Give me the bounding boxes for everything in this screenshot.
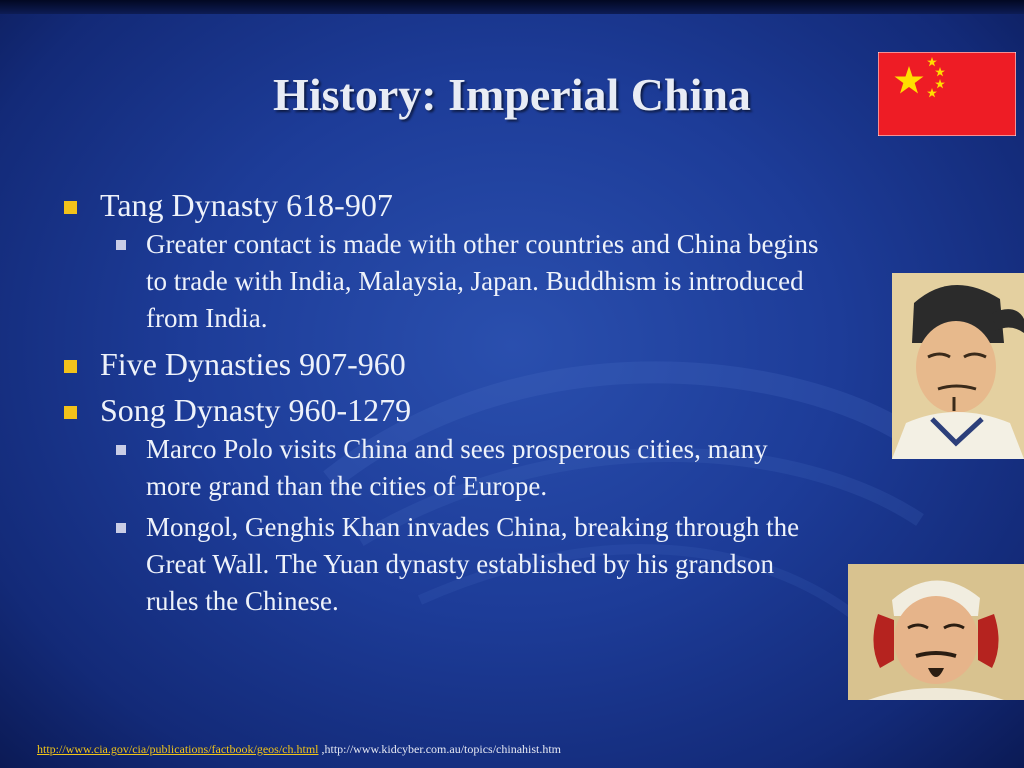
bullet-item (62, 391, 822, 620)
slide-footer (37, 742, 561, 757)
bullet-text: Five Dynasties 907-960 (100, 346, 406, 382)
bullet-text: Tang Dynasty 618-907 (100, 187, 393, 223)
sub-bullet-list (100, 226, 822, 337)
sub-bullet-item (100, 431, 822, 505)
sub-bullet-item (100, 509, 822, 620)
sub-bullet-list (100, 431, 822, 620)
sub-bullet-text: Mongol, Genghis Khan invades China, breaking through the Great Wall. The Yuan dynasty established by his grandson rules the Chinese. (146, 512, 800, 616)
bullet-list (62, 186, 822, 628)
square-sub-bullet-icon (116, 240, 126, 250)
tang-emperor-portrait (892, 273, 1024, 459)
china-flag-icon (878, 52, 1016, 136)
square-bullet-icon (64, 201, 77, 214)
square-sub-bullet-icon (116, 445, 126, 455)
square-bullet-icon (64, 360, 77, 373)
bullet-item (62, 345, 822, 383)
square-sub-bullet-icon (116, 523, 126, 533)
footer-link-cia[interactable]: http://www.cia.gov/cia/publications/factbook/geos/ch.html (37, 742, 319, 756)
square-bullet-icon (64, 406, 77, 419)
sub-bullet-item (100, 226, 822, 337)
bullet-item (62, 186, 822, 337)
slide-title: History: Imperial China (273, 69, 751, 120)
bullet-text: Song Dynasty 960-1279 (100, 392, 412, 428)
kublai-khan-portrait (848, 564, 1024, 700)
footer-text: ,http://www.kidcyber.com.au/topics/chinahist.htm (318, 742, 562, 756)
sub-bullet-text: Marco Polo visits China and sees prosperous cities, many more grand than the cities of Europe. (146, 434, 768, 501)
sub-bullet-text: Greater contact is made with other countries and China begins to trade with India, Malaysia, Japan. Buddhism is introduced from India. (146, 229, 819, 333)
